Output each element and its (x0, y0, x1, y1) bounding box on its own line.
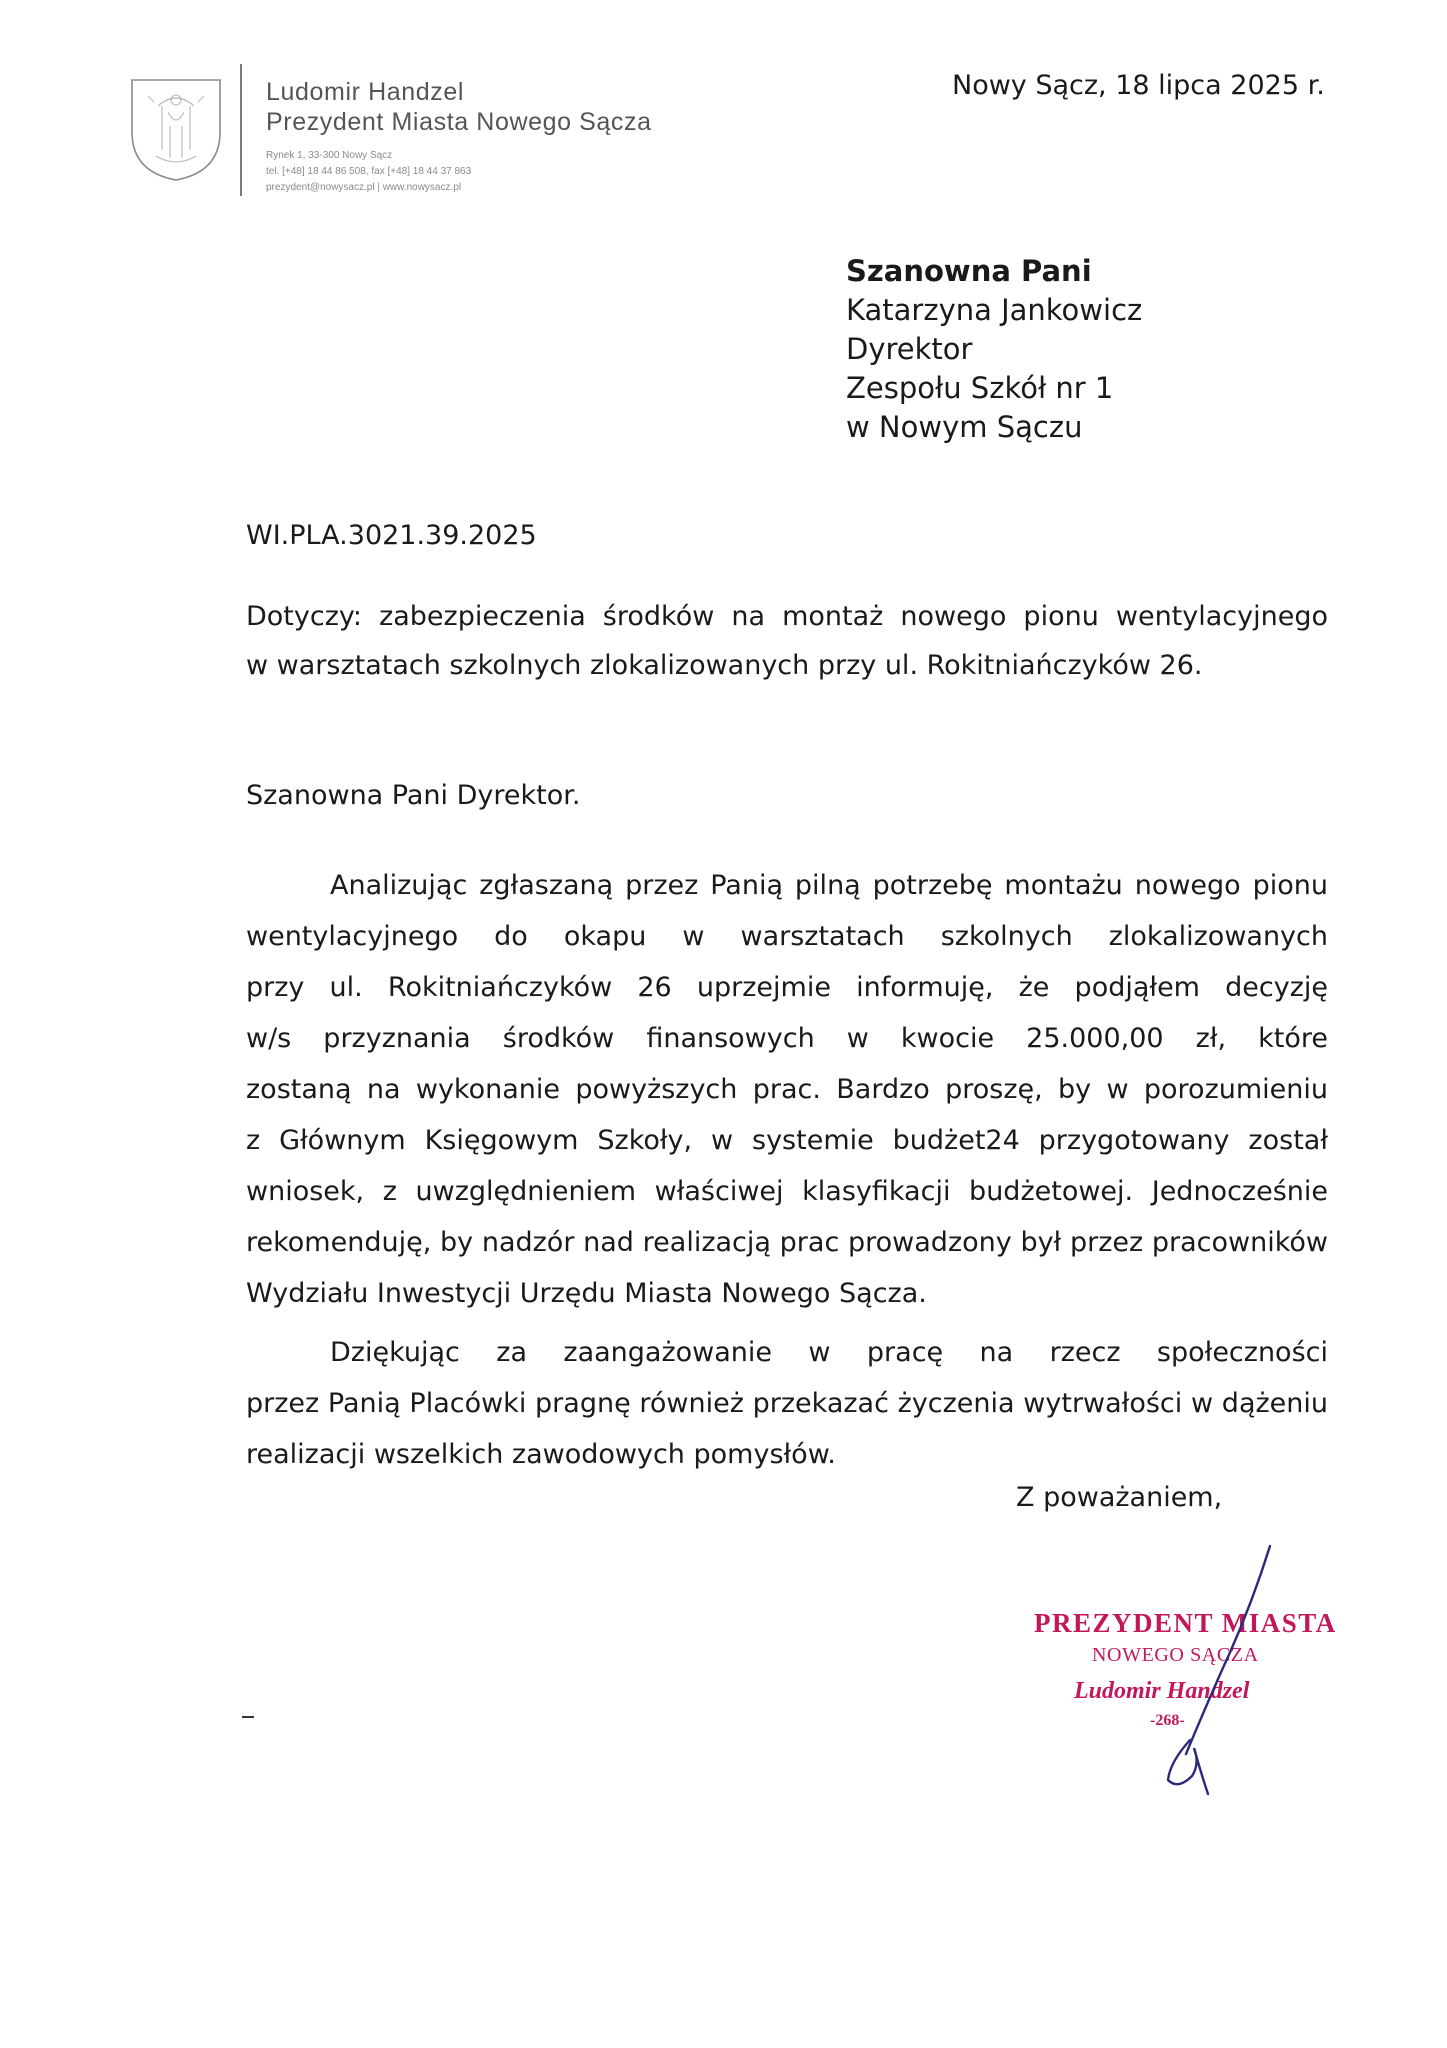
paragraph-line: rekomenduję, by nadzór nad realizacją prac prowadzony był przez pracowników (246, 1227, 1328, 1258)
subject-block (246, 592, 1328, 690)
city-crest-icon (128, 76, 224, 184)
paragraph-line: wentylacyjnego do okapu w warsztatach szkolnych zlokalizowanych (246, 921, 1328, 952)
scan-mark (242, 1716, 254, 1718)
addressee-block (846, 252, 1142, 447)
letterhead-address: Rynek 1, 33-300 Nowy Sącz (266, 150, 393, 161)
greeting: Szanowna Pani Dyrektor. (246, 780, 581, 811)
paragraph-line: z Głównym Księgowym Szkoły, w systemie budżet24 przygotowany został (246, 1125, 1328, 1156)
addressee-salutation: Szanowna Pani (846, 254, 1092, 288)
letterhead-contact (266, 148, 471, 196)
addressee-institution: Zespołu Szkół nr 1 (846, 371, 1114, 405)
paragraph-line: realizacji wszelkich zawodowych pomysłów. (246, 1439, 836, 1470)
paragraph-line: Wydziału Inwestycji Urzędu Miasta Nowego Sącza. (246, 1278, 927, 1309)
stamp-city: NOWEGO SĄCZA (1092, 1644, 1259, 1666)
paragraph-line: zostaną na wykonanie powyższych prac. Bardzo proszę, by w porozumieniu (246, 1074, 1328, 1105)
letterhead-divider (240, 64, 242, 196)
paragraph-line: Analizując zgłaszaną przez Panią pilną potrzebę montażu nowego pionu (330, 870, 1328, 901)
stamp-title: PREZYDENT MIASTA (1034, 1608, 1337, 1638)
closing: Z poważaniem, (1016, 1482, 1223, 1513)
addressee-name: Katarzyna Jankowicz (846, 293, 1143, 327)
letter-date: Nowy Sącz, 18 lipca 2025 r. (952, 70, 1325, 101)
reference-number: WI.PLA.3021.39.2025 (246, 520, 537, 551)
stamp-number: -268- (1150, 1712, 1185, 1729)
stamp-name: Ludomir Handzel (1074, 1678, 1250, 1704)
paragraph-line: wniosek, z uwzględnieniem właściwej klasyfikacji budżetowej. Jednocześnie (246, 1176, 1328, 1207)
subject-line: Dotyczy: zabezpieczenia środków na montaż nowego pionu wentylacyjnego (246, 601, 1328, 632)
addressee-city: w Nowym Sączu (846, 410, 1083, 444)
letterhead-name: Ludomir Handzel (266, 78, 464, 106)
letter-body (246, 860, 1328, 1480)
letterhead-title: Prezydent Miasta Nowego Sącza (266, 108, 652, 136)
paragraph-line: przy ul. Rokitniańczyków 26 uprzejmie informuję, że podjąłem decyzję (246, 972, 1328, 1003)
paragraph-line: w/s przyznania środków finansowych w kwocie 25.000,00 zł, które (246, 1023, 1328, 1054)
addressee-position: Dyrektor (846, 332, 973, 366)
letterhead-email: prezydent@nowysacz.pl | www.nowysacz.pl (266, 182, 462, 193)
letterhead-phone: tel. [+48] 18 44 86 508, fax [+48] 18 44 37 863 (266, 166, 472, 177)
handwritten-signature-icon (1130, 1540, 1290, 1800)
subject-line: w warsztatach szkolnych zlokalizowanych przy ul. Rokitniańczyków 26. (246, 650, 1203, 681)
paragraph-line: przez Panią Placówki pragnę również przekazać życzenia wytrwałości w dążeniu (246, 1388, 1328, 1419)
paragraph-line: Dziękując za zaangażowanie w pracę na rzecz społeczności (330, 1337, 1328, 1368)
